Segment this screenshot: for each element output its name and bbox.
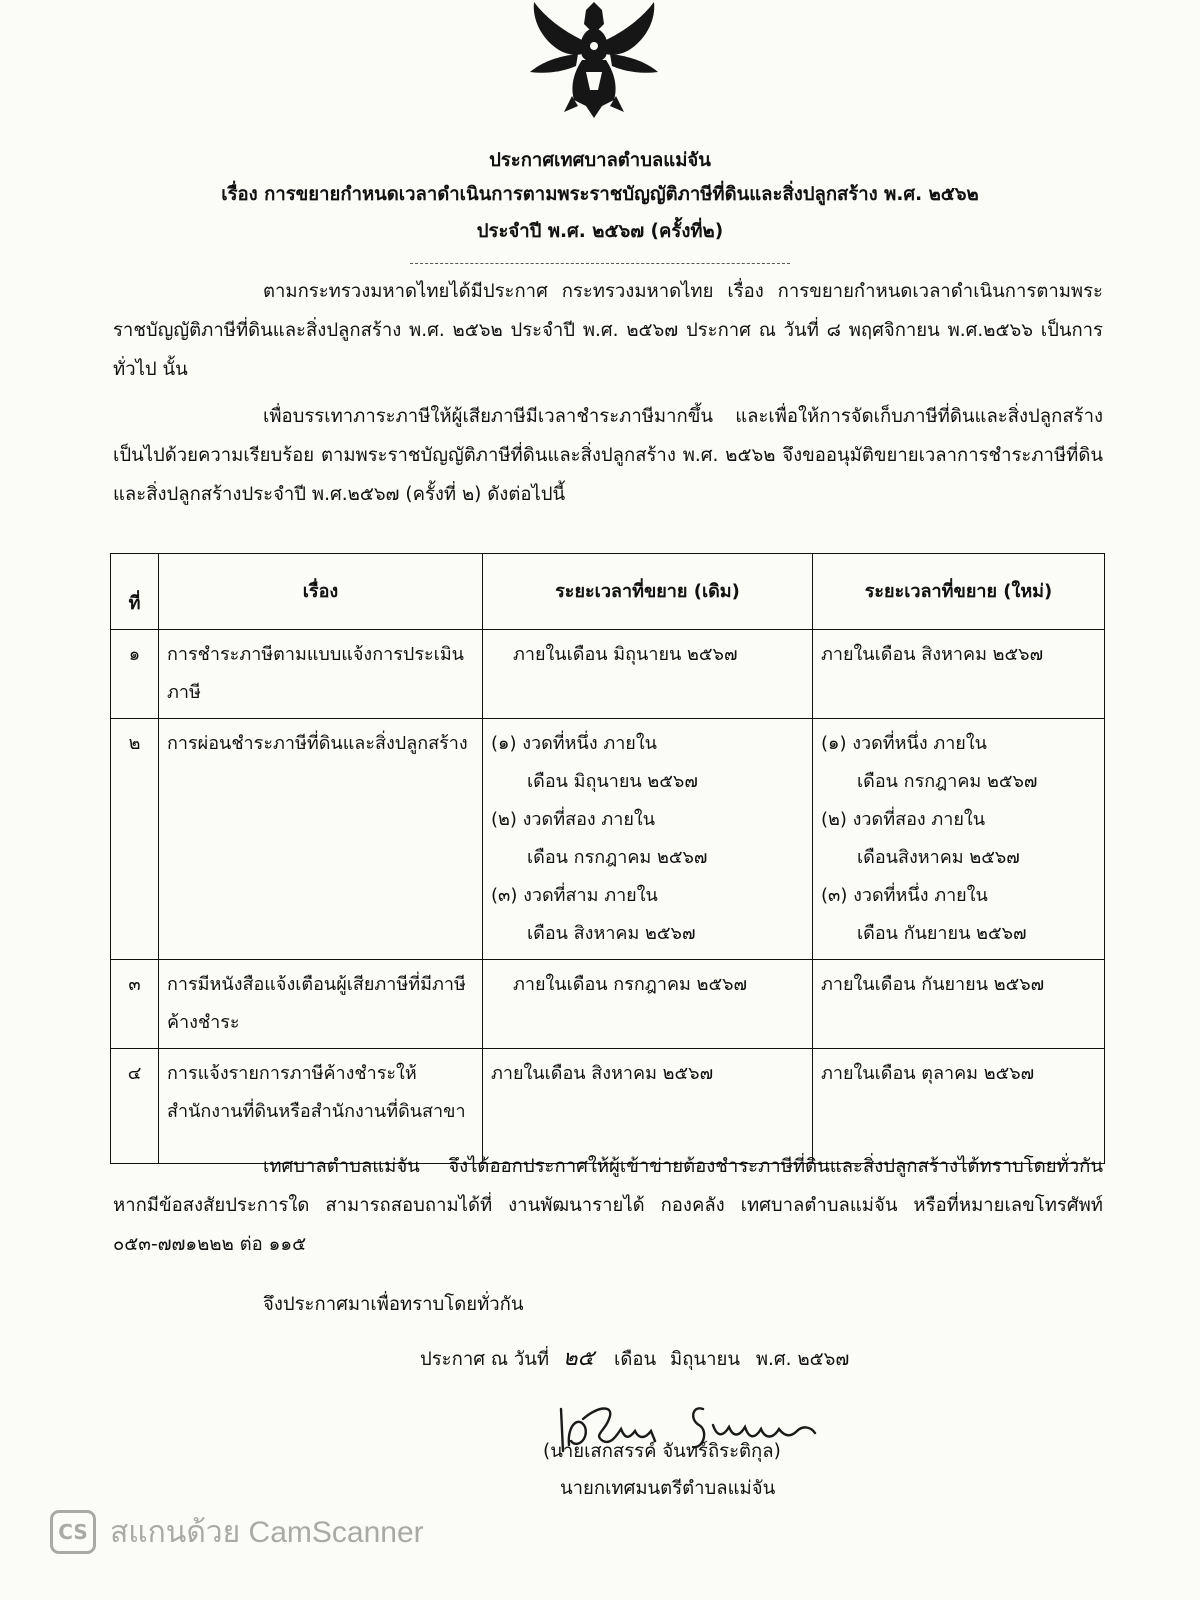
installment-item <box>821 725 1096 801</box>
garuda-emblem <box>512 0 677 118</box>
signatory-name: (นายเสกสรรค์ จันทร์ถิระติกุล) <box>543 1441 781 1462</box>
announce-date <box>420 1340 849 1375</box>
installment-line: (๑) งวดที่หนึ่ง ภายใน <box>491 733 657 754</box>
row-subject: การผ่อนชำระภาษีที่ดินและสิ่งปลูกสร้าง <box>159 719 483 960</box>
table-row <box>111 960 1105 1049</box>
row-new-installments <box>813 719 1105 960</box>
paragraph-3-text: เทศบาลตำบลแม่จัน จึงได้ออกประกาศให้ผู้เข้าข่ายต้องชำระภาษีที่ดินและสิ่งปลูกสร้างได้ทราบโดยทั่วกัน หากมีข้อสงสัยประการใด สามารถสอบถามได้ที่ งานพัฒนารายได้ กองคลัง เทศบาลตำบลแม่จัน หรือที่หมายเลขโทรศัพท์ ๐๕๓-๗๗๑๒๒๒ ต่อ ๑๑๕ <box>113 1156 1103 1255</box>
row-number: ๑ <box>111 630 159 719</box>
row-subject: การแจ้งรายการภาษีค้างชำระให้สำนักงานที่ดินหรือสำนักงานที่ดินสาขา <box>159 1049 483 1164</box>
row-number: ๒ <box>111 719 159 960</box>
installment-month: เดือน สิงหาคม ๒๕๖๗ <box>527 923 696 944</box>
paragraph-1-text: ตามกระทรวงมหาดไทยได้มีประกาศ กระทรวงมหาดไทย เรื่อง การขยายกำหนดเวลาดำเนินการตามพระราชบัญญัติภาษีที่ดินและสิ่งปลูกสร้าง พ.ศ. ๒๕๖๒ ประจำปี พ.ศ. ๒๕๖๗ ประกาศ ณ วันที่ ๘ พฤศจิกายน พ.ศ.๒๕๖๖ เป็นการทั่วไป นั้น <box>113 281 1103 380</box>
row-new-period: ภายในเดือน ตุลาคม ๒๕๖๗ <box>813 1049 1105 1164</box>
notice-subject: เรื่อง การขยายกำหนดเวลาดำเนินการตามพระราชบัญญัติภาษีที่ดินและสิ่งปลูกสร้าง พ.ศ. ๒๕๖๒ <box>221 184 979 205</box>
row-old-period: ภายในเดือน สิงหาคม ๒๕๖๗ <box>483 1049 813 1164</box>
installment-item <box>821 877 1096 953</box>
paragraph-4-text: จึงประกาศมาเพื่อทราบโดยทั่วกัน <box>263 1294 524 1315</box>
installment-month: เดือน กันยายน ๒๕๖๗ <box>857 923 1027 944</box>
camscanner-text: สแกนด้วย CamScanner <box>110 1515 424 1549</box>
installment-month: เดือนสิงหาคม ๒๕๖๗ <box>857 847 1020 868</box>
installment-item <box>491 877 804 953</box>
paragraph-3 <box>113 1147 1103 1264</box>
announce-day: ๒๕ <box>563 1346 595 1371</box>
installment-line: (๓) งวดที่หนึ่ง ภายใน <box>821 885 988 906</box>
announce-month: มิถุนายน <box>670 1349 740 1370</box>
installment-month: เดือน กรกฎาคม ๒๕๖๗ <box>527 847 708 868</box>
table-row <box>111 719 1105 960</box>
col-header-new-period: ระยะเวลาที่ขยาย (ใหม่) <box>813 554 1105 630</box>
row-subject: การชำระภาษีตามแบบแจ้งการประเมินภาษี <box>159 630 483 719</box>
installment-line: (๒) งวดที่สอง ภายใน <box>491 809 656 830</box>
extension-table <box>110 553 1105 1164</box>
row-old-period: ภายในเดือน มิถุนายน ๒๕๖๗ <box>483 630 813 719</box>
installment-line: (๑) งวดที่หนึ่ง ภายใน <box>821 733 987 754</box>
row-number: ๓ <box>111 960 159 1049</box>
row-subject: การมีหนังสือแจ้งเตือนผู้เสียภาษีที่มีภาษีค้างชำระ <box>159 960 483 1049</box>
col-header-old-period: ระยะเวลาที่ขยาย (เดิม) <box>483 554 813 630</box>
notice-title: ประกาศเทศบาลตำบลแม่จัน <box>489 150 711 171</box>
installment-item <box>491 725 804 801</box>
installment-month: เดือน มิถุนายน ๒๕๖๗ <box>527 771 698 792</box>
installment-item <box>491 801 804 877</box>
signatory-title: นายกเทศมนตรีตำบลแม่จัน <box>560 1478 776 1499</box>
table-row <box>111 630 1105 719</box>
row-old-period: ภายในเดือน กรกฎาคม ๒๕๖๗ <box>483 960 813 1049</box>
col-header-no: ที่ <box>111 554 159 630</box>
row-new-period: ภายในเดือน กันยายน ๒๕๖๗ <box>813 960 1105 1049</box>
col-header-subject: เรื่อง <box>159 554 483 630</box>
announce-month-label: เดือน <box>614 1349 657 1370</box>
installment-line: (๒) งวดที่สอง ภายใน <box>821 809 986 830</box>
camscanner-watermark <box>50 1507 570 1557</box>
paragraph-2-text: เพื่อบรรเทาภาระภาษีให้ผู้เสียภาษีมีเวลาชำระภาษีมากขึ้น และเพื่อให้การจัดเก็บภาษีที่ดินและสิ่งปลูกสร้างเป็นไปด้วยความเรียบร้อย ตามพระราชบัญญัติภาษีที่ดินและสิ่งปลูกสร้าง พ.ศ. ๒๕๖๒ จึงขออนุมัติขยายเวลาการชำระภาษีที่ดินและสิ่งปลูกสร้างประจำปี พ.ศ.๒๕๖๗ (ครั้งที่ ๒) ดังต่อไปนี้ <box>113 406 1103 505</box>
table-header-row <box>111 554 1105 630</box>
announce-prefix: ประกาศ ณ วันที่ <box>420 1349 550 1370</box>
paragraph-2 <box>113 397 1103 514</box>
announce-year: พ.ศ. ๒๕๖๗ <box>755 1349 850 1370</box>
installment-line: (๓) งวดที่สาม ภายใน <box>491 885 658 906</box>
paragraph-1 <box>113 272 1103 389</box>
title-divider <box>410 263 790 264</box>
installment-month: เดือน กรกฎาคม ๒๕๖๗ <box>857 771 1038 792</box>
row-old-installments <box>483 719 813 960</box>
row-number: ๔ <box>111 1049 159 1164</box>
camscanner-logo-icon: CS <box>50 1510 96 1554</box>
installment-item <box>821 801 1096 877</box>
notice-year: ประจำปี พ.ศ. ๒๕๖๗ (ครั้งที่๒) <box>476 221 724 242</box>
row-new-period: ภายในเดือน สิงหาคม ๒๕๖๗ <box>813 630 1105 719</box>
paragraph-4 <box>113 1285 1103 1324</box>
